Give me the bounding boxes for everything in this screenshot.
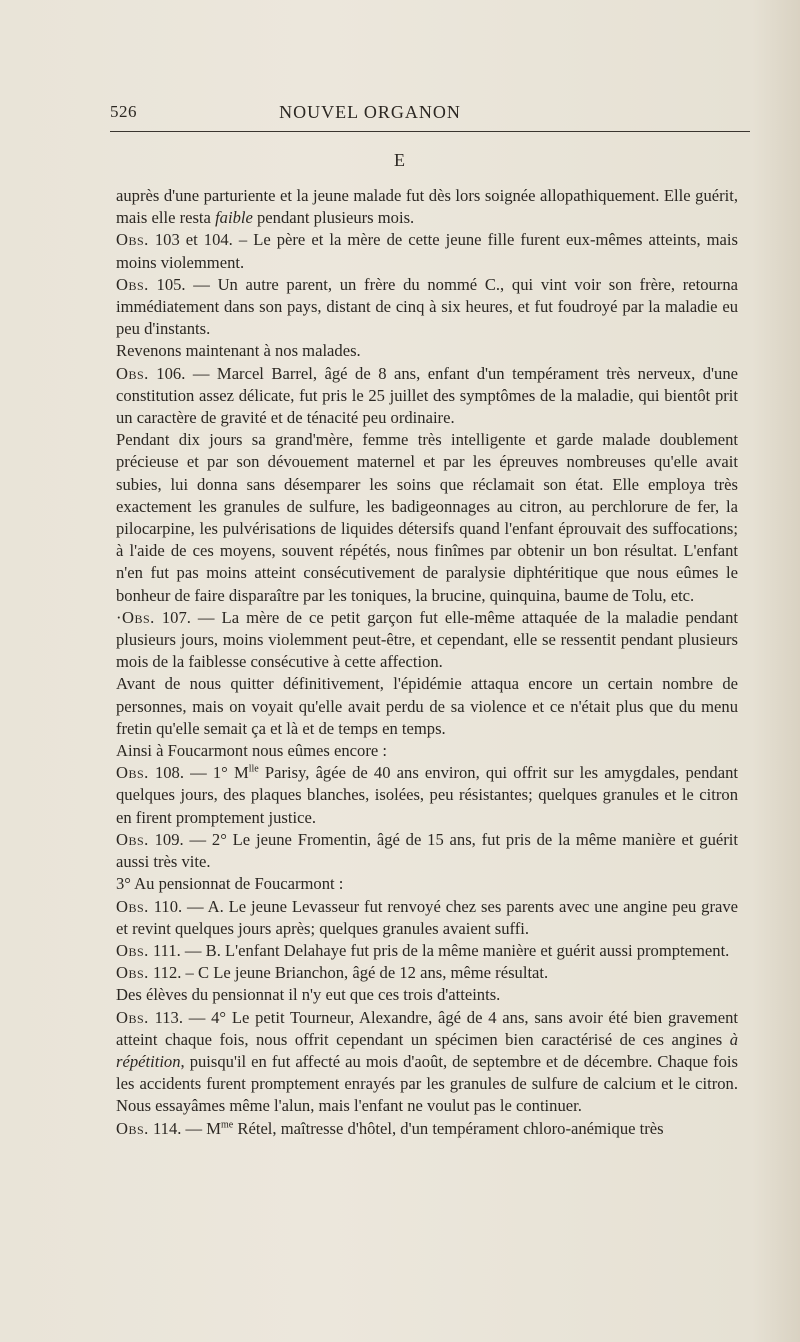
paragraph: [116, 762, 738, 829]
page-header: [110, 100, 750, 130]
paragraph-text: 114. — M: [148, 1118, 222, 1138]
paragraph-text: 109. — 2° Le jeune Fromentin, âgé de 15 ans, fut pris de la même manière et guérit aussi très vite.: [116, 829, 738, 872]
paragraph-text: 105. — Un autre parent, un frère du nommé C., qui vint voir son frère, retourna immédiatement dans son pays, distant de cinq à six heures, et fut foudroyé par la maladie eu peu d'instants.: [116, 274, 738, 339]
observation-label: Obs.: [116, 940, 149, 960]
paragraph: [116, 829, 738, 873]
paragraph-text-continued: Rétel, maîtresse d'hôtel, d'un tempérament chloro-anémique très: [233, 1118, 664, 1138]
observation-label: Obs.: [116, 1118, 149, 1138]
running-title: NOUVEL ORGANON: [279, 102, 461, 122]
paragraph-text: 107. — La mère de ce petit garçon fut elle-même attaquée de la maladie pendant plusieurs jours, moins violemment peut-être, et cependant, elle se ressentit pendant plusieurs mois de la faiblesse consécutive à cette affection.: [116, 607, 738, 672]
italic-text: faible: [215, 208, 253, 228]
paragraph-text: Revenons maintenant à nos malades.: [116, 341, 361, 361]
paragraph: [116, 940, 738, 962]
paragraph: [116, 1118, 738, 1140]
paragraph: [116, 984, 738, 1006]
body-text: [116, 185, 738, 1140]
paragraph-text: Des élèves du pensionnat il n'y eut que ces trois d'atteints.: [116, 985, 501, 1005]
paragraph: [116, 185, 738, 229]
paragraph: [116, 896, 738, 940]
paragraph-text: auprès d'une parturiente et la jeune malade fut dès lors soignée allopathiquement. Elle guérit, mais elle resta: [116, 186, 738, 228]
paragraph: [116, 873, 738, 895]
paragraph-text-continued: pendant plusieurs mois.: [252, 208, 415, 228]
paragraph-text: 3° Au pensionnat de Foucarmont :: [116, 874, 344, 894]
paragraph: [116, 274, 738, 341]
italic-text: à répétition: [116, 1029, 738, 1071]
paragraph-text: Avant de nous quitter définitivement, l'épidémie attaqua encore un certain nombre de personnes, mais on voyait qu'elle avait perdu de sa violence et ce n'était plus que du menu fretin qu'elle semait ça et là et de temps en temps.: [116, 674, 738, 738]
paragraph: [116, 673, 738, 740]
paragraph-text-continued: Parisy, âgée de 40 ans environ, qui offrit sur les amygdales, pendant quelques jours, des plaques blanches, isolées, peu résistantes; quelques granules et le citron en firent promptement justice.: [116, 763, 738, 827]
observation-label: Obs.: [116, 963, 149, 983]
paragraph-text: Pendant dix jours sa grand'mère, femme très intelligente et garde malade doublement précieuse et par son dévouement maternel et par les épreuves nombreuses qu'elle avait subies, lui donna sans désemparer les soins que réclamait son état. Elle employa très exactement les granules de sulfure, les badigeonnages au citron, au perchlorure de fer, la pilocarpine, les pulvérisations de liquides détersifs quand l'enfant éprouvait des suffocations; à l'aide de ces moyens, souvent répétés, nous finîmes par obtenir un bon résultat. L'enfant n'en fut pas moins atteint consécutivement de paralysie diphtéritique que nous eûmes le bonheur de faire disparaître par les toniques, la brucine, quinquina, baume de Tolu, etc.: [116, 430, 738, 605]
header-rule: [110, 131, 750, 132]
paragraph: [116, 740, 738, 762]
observation-label: Obs.: [116, 763, 149, 783]
observation-label: Obs.: [116, 829, 149, 849]
observation-label: Obs.: [116, 363, 149, 383]
paragraph-text: 110. — A. Le jeune Levasseur fut renvoyé chez ses parents avec une angine peu grave et revint quelques jours après; quelques granules avaient suffi.: [116, 896, 738, 938]
paragraph-text: 106. — Marcel Barrel, âgé de 8 ans, enfant d'un tempérament très nerveux, d'une constitution assez délicate, fut pris le 25 juillet des symptômes de la maladie, qui bientôt prit un caractère de gravité et de ténacité peu ordinaire.: [116, 363, 738, 428]
paragraph-text: Ainsi à Foucarmont nous eûmes encore :: [116, 741, 387, 761]
paragraph-text: 112. – C Le jeune Brianchon, âgé de 12 ans, même résultat.: [148, 963, 549, 983]
observation-label: ·Obs.: [116, 607, 155, 627]
observation-label: Obs.: [116, 274, 149, 294]
paragraph-text-continued: , puisqu'il en fut affecté au mois d'août, de septembre et de décembre. Chaque fois les accidents furent promptement enrayés par les granules de sulfure de calcium et le citron. Nous essayâmes même l'alun, mais l'enfant ne voulut pas le continuer.: [116, 1051, 738, 1116]
page-number: 526: [110, 102, 137, 121]
paragraph-text: 108. — 1° M: [148, 763, 249, 783]
signature-mark: E: [394, 150, 406, 170]
paragraph-text: 103 et 104. – Le père et la mère de cette jeune fille furent eux-mêmes atteints, mais moins violemment.: [116, 230, 738, 272]
paragraph: [116, 340, 738, 362]
paragraph-text: 111. — B. L'enfant Delahaye fut pris de la même manière et guérit aussi promptement.: [148, 940, 730, 960]
observation-label: Obs.: [116, 896, 149, 916]
paragraph: [116, 1007, 738, 1118]
paragraph: [116, 229, 738, 273]
observation-label: Obs.: [116, 1007, 149, 1027]
paragraph: [116, 962, 738, 984]
paragraph: [116, 363, 738, 430]
paragraph: [116, 607, 738, 674]
superscript-text: me: [221, 1119, 234, 1130]
paragraph: [116, 429, 738, 607]
paragraph-text: 113. — 4° Le petit Tourneur, Alexandre, âgé de 4 ans, sans avoir été bien gravement atteint chaque fois, nous offrit cependant un spécimen bien caractérisé de ces angines: [116, 1007, 738, 1049]
superscript-text: lle: [248, 763, 259, 775]
observation-label: Obs.: [116, 230, 149, 250]
